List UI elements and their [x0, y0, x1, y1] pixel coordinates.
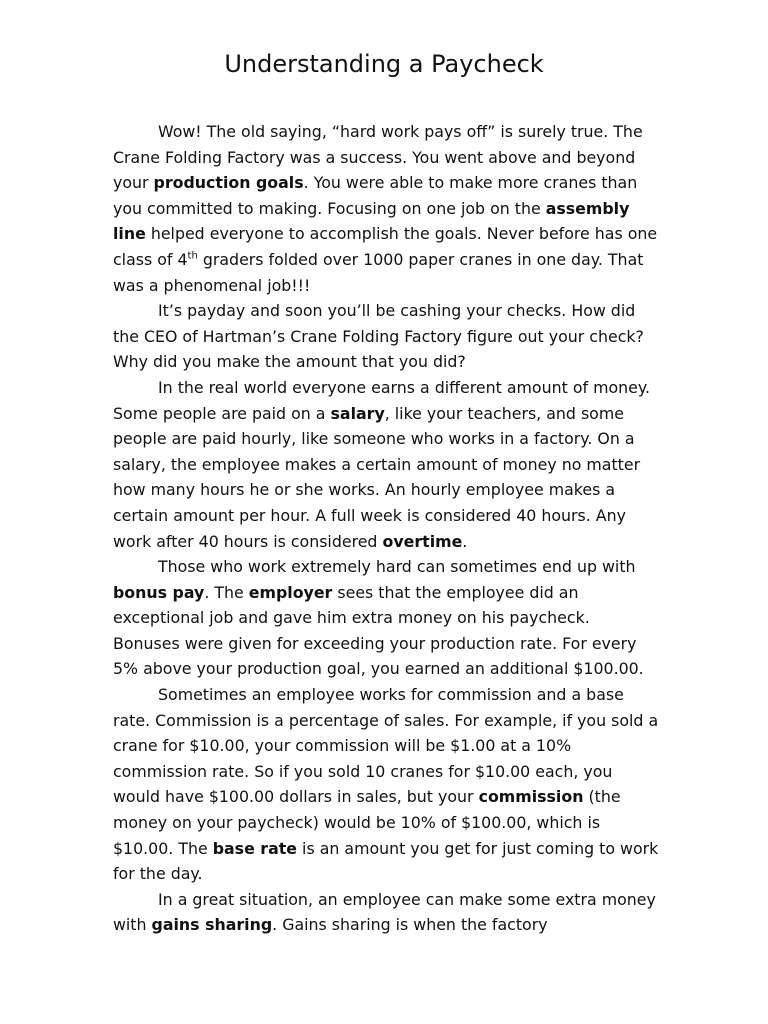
vocabulary-term: employer: [248, 582, 333, 602]
superscript: th: [187, 250, 198, 262]
paragraph-text: , like your teachers, and some people are paid hourly, like someone who works in a factory. On a salary, the employee makes a certain amount of money no matter how many hours he or she works. An hourly employee makes a certain amount per hour. A full week is considered 40 hours. Any work after 40 hours is considered: [113, 403, 641, 551]
paragraph: [113, 554, 659, 682]
vocabulary-term: commission: [478, 787, 584, 807]
paragraph: [113, 298, 659, 375]
page-title: Understanding a Paycheck: [224, 50, 544, 78]
vocabulary-term: assembly line: [113, 198, 630, 244]
paragraph-text: In the real world everyone earns a different amount of money. Some people are paid on a: [113, 377, 650, 423]
paragraph-text: Sometimes an employee works for commission and a base rate. Commission is a percentage of sales. For example, if you sold a crane for $10.00, your commission will be $1.00 at a 10% commission rate. So if you sold 10 cranes for $10.00 each, you would have $100.00 dollars in sales, but your: [113, 685, 659, 807]
paragraph-text: .: [462, 531, 468, 551]
paragraph-text: graders folded over 1000 paper cranes in one day. That was a phenomenal job!!!: [113, 249, 644, 295]
vocabulary-term: overtime: [382, 531, 463, 551]
paragraph-text: Wow! The old saying, “hard work pays off” is surely true. The Crane Folding Factory was a success. You went above and beyond your: [113, 122, 643, 193]
vocabulary-term: gains sharing: [151, 915, 273, 935]
paragraph-text: . You were able to make more cranes than you committed to making. Focusing on one job on the: [113, 173, 638, 218]
paragraph-text: (the money on your paycheck) would be 10% of $100.00, which is $10.00. The: [113, 787, 621, 858]
vocabulary-term: base rate: [212, 838, 298, 858]
paragraph-text: . The: [204, 582, 249, 602]
paragraph-text: sees that the employee did an exceptional job and gave him extra money on his paycheck. Bonuses were given for exceeding your production rate. For every 5% above your production goal, you earned an additional $100.00.: [113, 582, 644, 679]
paragraph-text: . Gains sharing is when the factory: [272, 915, 548, 935]
paragraph-text: is an amount you get for just coming to work for the day.: [113, 838, 659, 884]
paragraph-text: It’s payday and soon you’ll be cashing your checks. How did the CEO of Hartman’s Crane Folding Factory figure out your check? Why did you make the amount that you did?: [113, 301, 644, 372]
document-body: [113, 119, 659, 938]
paragraph: [113, 887, 659, 938]
paragraph-text: In a great situation, an employee can make some extra money with: [113, 889, 656, 935]
paragraph: [113, 682, 659, 887]
paragraph: [113, 375, 659, 554]
vocabulary-term: salary: [330, 403, 385, 423]
vocabulary-term: bonus pay: [113, 582, 205, 602]
paragraph-text: helped everyone to accomplish the goals. Never before has one class of 4: [113, 224, 658, 269]
paragraph: [113, 119, 659, 298]
vocabulary-term: production goals: [153, 173, 304, 193]
paragraph-text: Those who work extremely hard can sometimes end up with: [158, 557, 636, 577]
